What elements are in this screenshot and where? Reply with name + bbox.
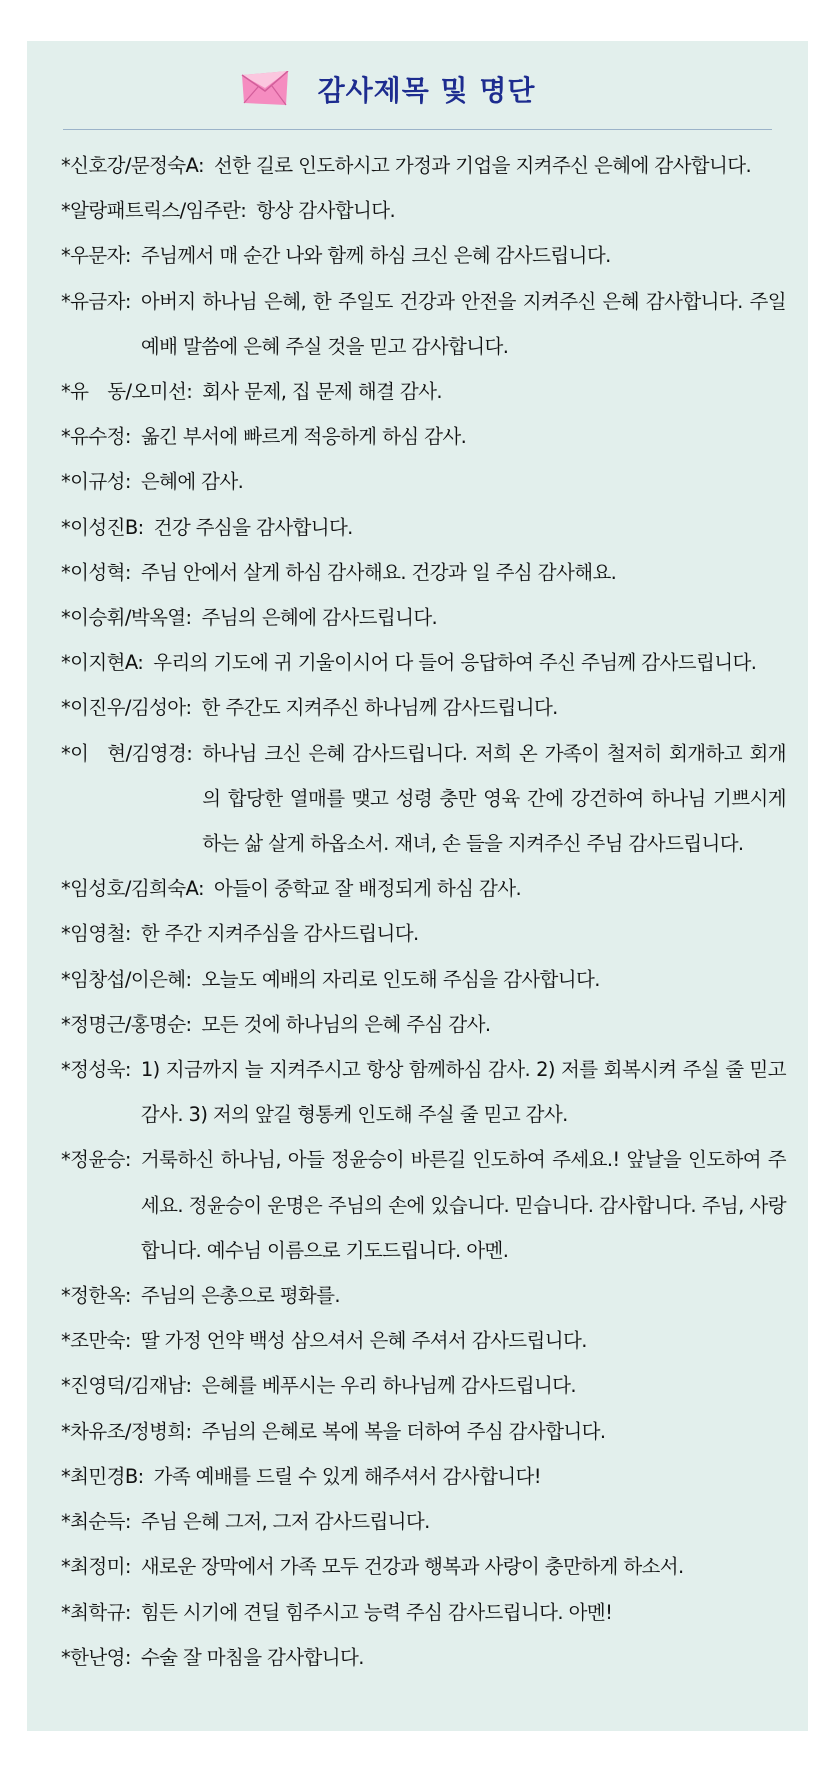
list-item — [61, 1137, 786, 1273]
entry-list — [61, 143, 786, 1680]
entry-text: 힘든 시기에 견딜 힘주시고 능력 주심 감사드립니다. 아멘! — [140, 1600, 613, 1624]
list-item — [61, 685, 786, 730]
entry-text: 은혜에 감사. — [140, 470, 244, 494]
entry-text: 주님께서 매 순간 나와 함께 하심 크신 은혜 감사드립니다. — [140, 244, 611, 268]
list-item — [61, 957, 786, 1002]
entry-name: *임창섭/이은혜: — [61, 967, 192, 991]
entry-text: 아들이 중학교 잘 배정되게 하심 감사. — [213, 877, 522, 901]
entry-text: 우리의 기도에 귀 기울이시어 다 들어 응답하여 주신 주님께 감사드립니다. — [153, 651, 757, 675]
entry-text: 회사 문제, 집 문제 해결 감사. — [202, 380, 442, 404]
list-item — [61, 1499, 786, 1544]
list-item — [61, 595, 786, 640]
list-item — [61, 1318, 786, 1363]
prayer-list-panel — [27, 41, 808, 1731]
entry-text: 1) 지금까지 늘 지켜주시고 항상 함께하심 감사. 2) 저를 회복시켜 주실 줄 믿고 감사. 3) 저의 앞길 형통케 인도해 주실 줄 믿고 감사. — [140, 1058, 786, 1127]
list-item — [61, 505, 786, 550]
entry-name: *유수정: — [61, 425, 131, 449]
entry-name: *최순득: — [61, 1510, 131, 1534]
list-item — [61, 1544, 786, 1589]
list-item — [61, 911, 786, 956]
entry-name: *신호강/문정숙A: — [61, 154, 204, 177]
page-title: 감사제목 및 명단 — [317, 74, 536, 107]
entry-text: 아버지 하나님 은혜, 한 주일도 건강과 안전을 지켜주신 은혜 감사합니다. 주일 예배 말씀에 은혜 주실 것을 믿고 감사합니다. — [140, 289, 786, 358]
list-item — [61, 369, 786, 414]
entry-name: *이성진B: — [61, 515, 144, 539]
list-item — [61, 1635, 786, 1680]
list-item — [61, 459, 786, 504]
entry-name: *임성호/김희숙A: — [61, 877, 204, 901]
entry-text: 은혜를 베푸시는 우리 하나님께 감사드립니다. — [201, 1374, 577, 1398]
list-item — [61, 1273, 786, 1318]
entry-text: 새로운 장막에서 가족 모두 건강과 행복과 사랑이 충만하게 하소서. — [140, 1555, 684, 1579]
entry-name: *이 현/김영경: — [61, 741, 193, 765]
entry-name: *임영철: — [61, 922, 131, 946]
entry-name: *유금자: — [61, 289, 131, 313]
entry-text: 한 주간 지켜주심을 감사드립니다. — [140, 922, 419, 946]
entry-name: *정윤승: — [61, 1148, 131, 1172]
list-item — [61, 866, 786, 911]
list-item — [61, 1002, 786, 1047]
entry-name: *이지현A: — [61, 651, 144, 675]
entry-name: *최민경B: — [61, 1464, 144, 1488]
entry-name: *한난영: — [61, 1645, 131, 1669]
entry-name: *진영덕/김재남: — [61, 1374, 192, 1398]
list-item — [61, 550, 786, 595]
list-item — [61, 414, 786, 459]
entry-name: *정성욱: — [61, 1058, 131, 1082]
entry-text: 주님의 은총으로 평화를. — [140, 1284, 341, 1308]
entry-name: *유 동/오미선: — [61, 380, 193, 404]
entry-text: 모든 것에 하나님의 은혜 주심 감사. — [201, 1012, 491, 1036]
entry-name: *이성혁: — [61, 560, 131, 584]
list-item — [61, 233, 786, 278]
entry-text: 항상 감사합니다. — [256, 199, 396, 223]
entry-name: *우문자: — [61, 244, 131, 268]
entry-text: 수술 잘 마침을 감사합니다. — [140, 1645, 364, 1669]
entry-text: 건강 주심을 감사합니다. — [153, 515, 353, 539]
entry-text: 주님 은혜 그저, 그저 감사드립니다. — [140, 1510, 430, 1534]
list-item — [61, 1047, 786, 1137]
list-item — [61, 1590, 786, 1635]
list-item — [61, 1363, 786, 1408]
list-item — [61, 640, 786, 685]
entry-name: *이진우/김성아: — [61, 696, 192, 720]
entry-text: 하나님 크신 은혜 감사드립니다. 저희 온 가족이 철저히 회개하고 회개의 합당한 열매를 맺고 성령 충만 영육 간에 강건하여 하나님 기쁘시게 하는 삶 살게 하옵소서. 재녀, 손 들을 지켜주신 주님 감사드립니다. — [202, 741, 786, 856]
entry-name: *이승휘/박옥열: — [61, 606, 192, 630]
title-divider — [63, 129, 772, 130]
entry-name: *최정미: — [61, 1555, 131, 1579]
entry-name: *정한옥: — [61, 1284, 131, 1308]
entry-name: *조만숙: — [61, 1329, 131, 1353]
entry-text: 오늘도 예배의 자리로 인도해 주심을 감사합니다. — [201, 967, 600, 991]
header — [27, 67, 808, 111]
entry-name: *최학규: — [61, 1600, 131, 1624]
entry-text: 한 주간도 지켜주신 하나님께 감사드립니다. — [201, 696, 558, 720]
list-item — [61, 1409, 786, 1454]
list-item — [61, 1454, 786, 1499]
list-item — [61, 279, 786, 369]
entry-name: *차유조/정병희: — [61, 1419, 192, 1443]
list-item — [61, 143, 786, 188]
entry-text: 옮긴 부서에 빠르게 적응하게 하심 감사. — [140, 425, 467, 449]
entry-name: *이규성: — [61, 470, 131, 494]
entry-text: 주님 안에서 살게 하심 감사해요. 건강과 일 주심 감사해요. — [140, 560, 617, 584]
entry-text: 거룩하신 하나님, 아들 정윤승이 바른길 인도하여 주세요.! 앞날을 인도하여 주세요. 정윤승이 운명은 주님의 손에 있습니다. 믿습니다. 감사합니다. 주님, 사랑합니다. 예수님 이름으로 기도드립니다. 아멘. — [140, 1148, 786, 1262]
entry-text: 주님의 은혜로 복에 복을 더하여 주심 감사합니다. — [201, 1419, 606, 1443]
list-item — [61, 188, 786, 233]
entry-text: 선한 길로 인도하시고 가정과 기업을 지켜주신 은혜에 감사합니다. — [213, 154, 752, 177]
entry-text: 가족 예배를 드릴 수 있게 해주셔서 감사합니다! — [153, 1464, 541, 1488]
entry-name: *알랑패트릭스/임주란: — [61, 199, 247, 223]
envelope-icon — [240, 71, 290, 107]
entry-name: *정명근/홍명순: — [61, 1012, 192, 1036]
list-item — [61, 731, 786, 867]
entry-text: 딸 가정 언약 백성 삼으셔서 은혜 주셔서 감사드립니다. — [140, 1329, 587, 1353]
entry-text: 주님의 은혜에 감사드립니다. — [201, 606, 438, 630]
